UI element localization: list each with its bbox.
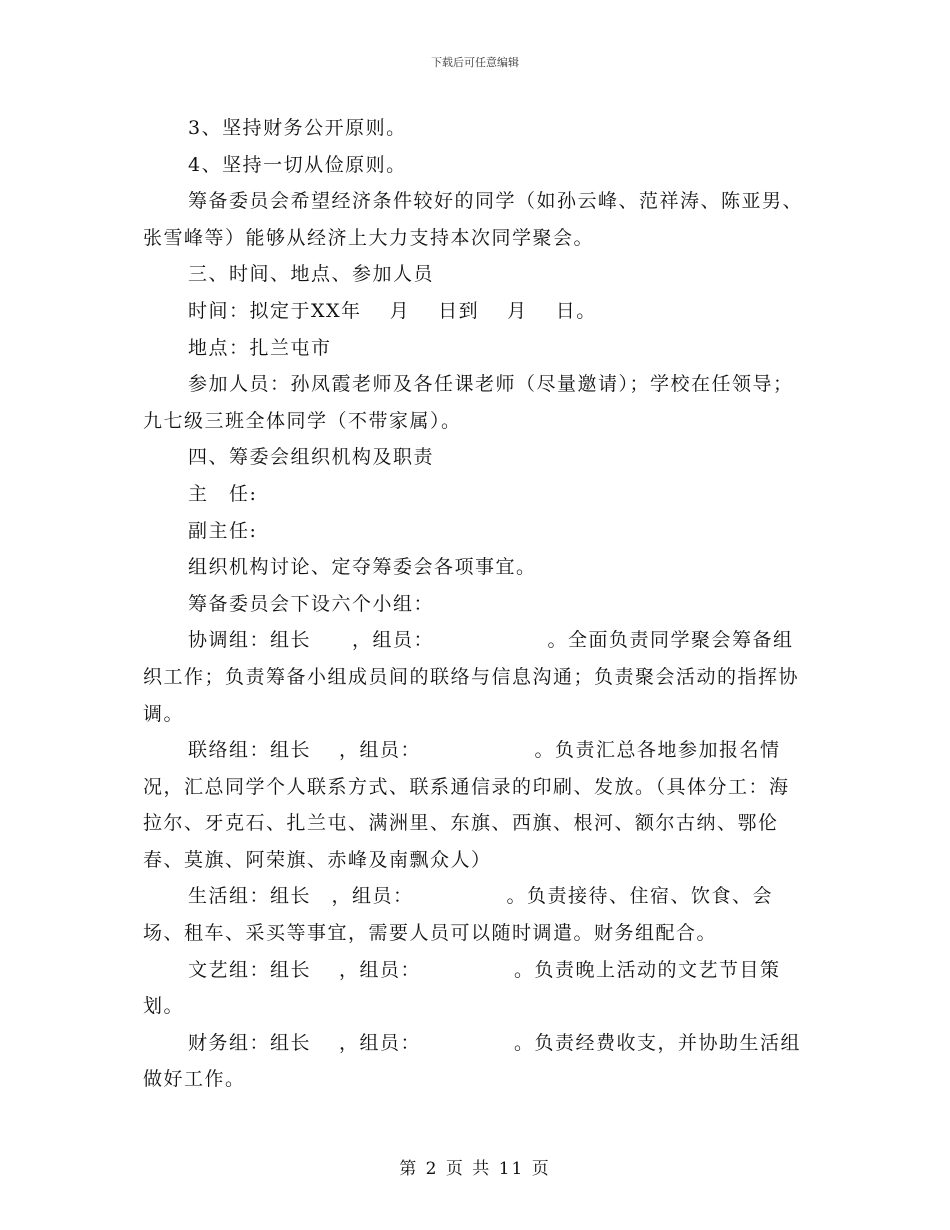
- paragraph-support-request: 筹备委员会希望经济条件较好的同学（如孙云峰、范祥涛、陈亚男、张雪峰等）能够从经济上大力支持本次同学聚会。: [143, 190, 804, 249]
- paragraph-frugal-principle: 4、坚持一切从俭原则。: [188, 153, 407, 176]
- paragraph-time: 时间：拟定于XX年 月 日到 月 日。: [188, 299, 597, 322]
- page-number-footer: 第 2 页 共 11 页: [399, 1159, 551, 1179]
- paragraph-logistics-group: 生活组：组长 ，组员： 。负责接待、住宿、饮食、会场、租车、采买等事宜，需要人员可以随时调遣。财务组配合。: [143, 885, 774, 945]
- paragraph-participants: 参加人员：孙凤霞老师及各任课老师（尽量邀请）；学校在任领导；九七级三班全体同学（不带家属）。: [143, 373, 794, 432]
- paragraph-coordination-group: 协调组：组长 ，组员： 。全面负责同学聚会筹备组织工作；负责筹备小组成员间的联络与信息沟通；负责聚会活动的指挥协调。: [143, 629, 800, 725]
- paragraph-finance-principle: 3、坚持财务公开原则。: [188, 117, 407, 139]
- paragraph-subgroups: 筹备委员会下设六个小组：: [188, 592, 435, 615]
- paragraph-liaison-group: 联络组：组长 ，组员： 。负责汇总各地参加报名情况，汇总同学个人联系方式、联系通信录的印刷、发放。（具体分工：海拉尔、牙克石、扎兰屯、满洲里、东旗、西旗、根河、额尔古纳、鄂伦春、莫旗、阿荣旗、赤峰及南飘众人）: [143, 739, 790, 871]
- paragraph-place: 地点：扎兰屯市: [188, 336, 332, 359]
- paragraph-finance-group: 财务组：组长 ，组员： 。负责经费收支，并协助生活组做好工作。: [143, 1031, 802, 1091]
- document-body: [143, 110, 807, 1098]
- paragraph-arts-group: 文艺组：组长 ，组员： 。负责晚上活动的文艺节目策划。: [143, 958, 781, 1018]
- paragraph-director: 主 任:: [188, 482, 258, 505]
- section-heading-time-place: 三、时间、地点、参加人员: [188, 263, 435, 286]
- paragraph-deputy-director: 副主任:: [188, 519, 258, 542]
- page-header: 下载后可任意编辑: [431, 56, 519, 69]
- section-heading-committee: 四、筹委会组织机构及职责: [188, 446, 435, 469]
- paragraph-committee-duty: 组织机构讨论、定夺筹委会各项事宜。: [188, 556, 537, 579]
